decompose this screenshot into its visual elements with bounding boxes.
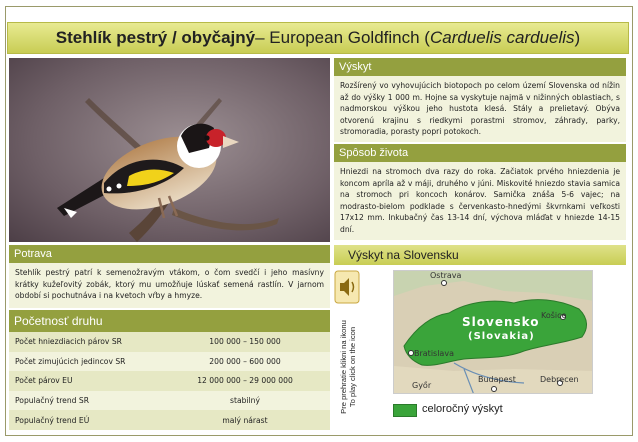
map-label-bratislava: Bratislava [414, 349, 454, 358]
table-row [9, 332, 330, 352]
title-common-name: Stehlík pestrý / obyčajný [55, 28, 256, 47]
map-label-gyor: Győr [412, 381, 432, 390]
map-label-debrecen: Debrecen [540, 375, 579, 384]
vyskyt-text: Rozšírený vo vyhovujúcich biotopoch po celom území Slovenska od nížin až do výšky 1 000 m. Hojne sa vyskytuje najmä v nižinných oblastiach, s nadmorskou výškou jeho hustota klesá. Stály a prelietavý. Obýva otvorenú krajinu s riedkymi porastmi stromov, záhrady, parky, stromoradia, porasty popri potokoch. [334, 76, 626, 142]
legend-label: celoročný výskyt [422, 403, 503, 415]
row-label: Počet párov EU [15, 376, 73, 386]
row-value: 12 000 000 – 29 000 000 [197, 376, 293, 386]
vyskyt-heading: Výskyt [334, 58, 626, 76]
sposob-zivota-heading: Spôsob života [334, 144, 626, 162]
pocetnost-heading: Početnosť druhu [9, 310, 330, 332]
play-sound-button[interactable] [334, 270, 360, 304]
slovakia-range-map [393, 270, 593, 394]
row-label: Počet hniezdiacich párov SR [15, 337, 122, 347]
title-bar [7, 22, 629, 54]
table-row [9, 391, 330, 411]
play-sound-hint [337, 308, 359, 426]
title-latin-name: Carduelis carduelis [429, 28, 575, 47]
play-hint-sk: Pre prehratie klikni na ikonu [339, 320, 348, 414]
table-row [9, 371, 330, 391]
row-value: 100 000 – 150 000 [209, 337, 281, 347]
map-label-budapest: Budapest [478, 375, 516, 384]
row-label: Populačný trend SR [15, 396, 89, 406]
map-label-slovensko: Slovensko [462, 315, 540, 329]
potrava-text: Stehlík pestrý patrí k semenožravým vtákom, o čom svedčí i jeho masívny krátky kužeľovitý zobák, ktorý mu umožňuje lúskať semená rastlín. V jarnom období si pochutnáva i na kvetoch vŕby a hmyze. [9, 263, 330, 308]
sposob-zivota-text: Hniezdi na stromoch dva razy do roka. Začiatok prvého hniezdenia je koncom apríla až v máji, druhého v júni. Miskovité hniezdo stavia samica na stromoch pri koncoch konárov. Samička znáša 5-6 vajec; na modrasto-bielom podklade s červenkasto-hnedými škvrnkami veľkosti 17x12 mm. Inkubačný čas 13-14 dní, výchova mláďat v hniezde 14-15 dní. [334, 162, 626, 240]
speaker-icon [334, 270, 360, 304]
map-label-kosice: Košice [541, 311, 567, 320]
title-english: – European Goldfinch ( [255, 28, 430, 47]
page-title [8, 23, 628, 53]
title-close-paren: ) [574, 28, 581, 47]
vyskyt-na-slovensku-heading: Výskyt na Slovensku [334, 245, 626, 265]
row-label: Populačný trend EÚ [15, 415, 90, 425]
pocetnost-table [9, 332, 330, 430]
map-label-ostrava: Ostrava [430, 271, 462, 280]
map-label-slovakia: (Slovakia) [468, 331, 535, 342]
goldfinch-photo [9, 58, 330, 242]
row-value: malý nárast [222, 415, 268, 425]
legend-swatch [393, 404, 417, 417]
play-hint-en: To play click on the icon [348, 326, 357, 408]
potrava-heading: Potrava [9, 245, 330, 263]
row-value: stabilný [230, 396, 260, 406]
goldfinch-illustration [9, 58, 330, 242]
table-row [9, 352, 330, 372]
row-label: Počet zimujúcich jedincov SR [15, 356, 126, 366]
table-row [9, 410, 330, 430]
row-value: 200 000 – 600 000 [209, 356, 281, 366]
